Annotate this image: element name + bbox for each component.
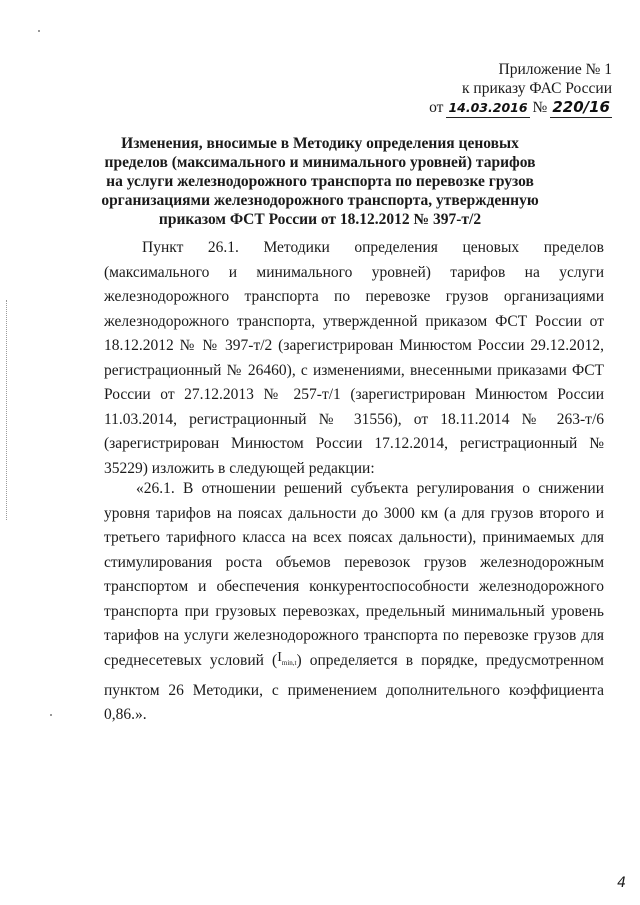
paragraph-1: Пункт 26.1. Методики определения ценовых пределов (максимального и минимального уровней) тарифов на услуги железнодорожного транспорта по перевозке грузов организациями железнодорожного транспорта, утвержденной приказом ФСТ России от 18.12.2012 № № 397-т/2 (зарегистрирован Минюстом России 29.12.2012, регистрационный № 26460), с изменениями, внесенными приказами ФСТ России от 27.12.2013 № 257-т/1 (зарегистрирован Минюстом России 11.03.2014, регистрационный № 31556), от 18.11.2014 № 263-т/6 (зарегистрирован Минюстом России 17.12.2014, регистрационный № 35229) изложить в следующей редакции: bbox=[104, 239, 604, 477]
paragraph-2 bbox=[104, 477, 604, 728]
formula-main: I bbox=[277, 649, 282, 665]
page-number-mark: 4 bbox=[617, 875, 626, 891]
number-prefix: № bbox=[532, 99, 548, 116]
formula-subscript: min,t bbox=[281, 658, 297, 667]
appendix-header bbox=[429, 60, 612, 118]
appendix-date-line bbox=[429, 98, 612, 118]
scan-dot-artifact bbox=[38, 30, 40, 32]
paragraph-2-end: ) определяется в порядке, предусмотренном пунктом 26 Методики, с применением дополнительного коэффициента 0,86.». bbox=[104, 651, 604, 724]
appendix-line-1: Приложение № 1 bbox=[498, 61, 612, 78]
paragraph-2-start: «26.1. В отношении решений субъекта регулирования о снижении уровня тарифов на поясах дальности до 3000 км (а для грузов второго и третьего тарифного класса на всех поясах дальности), принимаемых для стимулирования роста объемов перевозок грузов железнодорожным транспортом и обеспечения конкурентоспособности железнодорожного транспорта при грузовых перевозках, предельный минимальный уровень тарифов на услуги железнодорожного транспорта по перевозке грузов для среднесетевых условий ( bbox=[104, 480, 604, 669]
handwritten-date: 14.03.2016 bbox=[446, 98, 529, 118]
scan-edge-artifact bbox=[6, 300, 8, 520]
formula-i-min bbox=[277, 650, 296, 665]
scan-dot-artifact bbox=[50, 714, 52, 716]
document-title: Изменения, вносимые в Методику определения ценовых пределов (максимального и минимального уровней) тарифов на услуги железнодорожного транспорта по перевозке грузов организациями железнодорожного транспорта, утвержденную приказом ФСТ России от 18.12.2012 № 397-т/2 bbox=[101, 135, 539, 228]
appendix-line-2: к приказу ФАС России bbox=[462, 80, 612, 97]
date-prefix: от bbox=[429, 99, 444, 116]
handwritten-number: 220/16 bbox=[552, 98, 610, 116]
